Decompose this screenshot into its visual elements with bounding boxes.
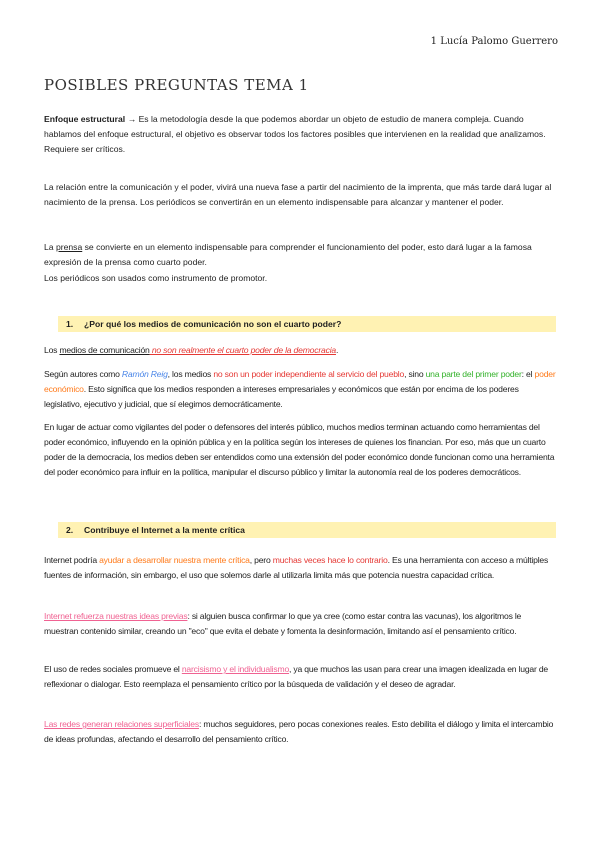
- answer-2-red: no son un poder independiente al servicio del pueblo: [213, 369, 405, 379]
- b1-orange: ayudar a desarrollar nuestra mente crítica: [99, 555, 250, 565]
- author-ramon-reig: Ramón Reig: [121, 369, 168, 379]
- b1-c: . Es una herramienta con acceso a múltiples fuentes de información, sin embargo, el uso que solemos darle al utilizarla limita más que potencia nuestra capacidad crítica.: [44, 555, 549, 580]
- term-medios-de-comunicacion: medios de comunicación: [59, 345, 150, 355]
- answer-2-paragraph-4: [44, 717, 556, 747]
- intro-paragraph-3-pre: La: [44, 242, 56, 252]
- answer-2-paragraph-2: [44, 609, 556, 639]
- question-2-heading: [66, 522, 245, 538]
- term-enfoque-estructural: Enfoque estructural: [44, 114, 126, 124]
- answer-2-c: , sino: [404, 369, 426, 379]
- answer-1-red-claim: no son realmente el cuarto poder de la democracia: [149, 345, 336, 355]
- question-2-number: 2.: [66, 525, 74, 535]
- answer-2-d: : el: [521, 369, 535, 379]
- answer-1-paragraph-2: [44, 367, 556, 412]
- answer-2-paragraph-3: [44, 662, 556, 692]
- intro-paragraph-3-text: se convierte en un elemento indispensable para comprender el funcionamiento del poder, esto dará lugar a la famosa expresión de la prensa como cuarto poder.: [44, 242, 532, 267]
- b3-b: , ya que muchos las usan para crear una imagen idealizada en lugar de reflexionar o dialogar. Esto reemplaza el pensamiento crítico por la búsqueda de validación y el deseo de agradar.: [44, 664, 549, 689]
- intro-paragraph-1: [44, 112, 556, 157]
- b1-a: Internet podría: [44, 555, 100, 565]
- term-prensa: prensa: [55, 242, 83, 252]
- question-1-heading: [66, 316, 341, 332]
- page-header-author: 1 Lucía Palomo Guerrero: [430, 36, 558, 47]
- answer-1-paragraph-1: [44, 343, 556, 358]
- b4-pink: Las redes generan relaciones superficiales: [44, 719, 199, 729]
- answer-2-e: . Esto significa que los medios responden a intereses empresariales y económicos que están por encima de los poderes legislativo, ejecutivo y judicial, que sí elegimos democráticamente.: [44, 384, 519, 409]
- b2-pink: Internet refuerza nuestras ideas previas: [44, 611, 188, 621]
- question-2-text: Contribuye el Internet a la mente crítica: [84, 525, 245, 535]
- answer-2-orange: poder económico: [44, 369, 556, 394]
- b3-a: El uso de redes sociales promueve el: [44, 664, 182, 674]
- intro-paragraph-3: [44, 240, 556, 270]
- intro-paragraph-1-text: Es la metodología desde la que podemos abordar un objeto de estudio de manera compleja. Cuando hablamos del enfoque estructural, el objetivo es observar todos los factores posibles que intervienen en la realidad que analizamos. Requiere ser críticos.: [44, 114, 546, 154]
- question-1-text: ¿Por qué los medios de comunicación no son el cuarto poder?: [84, 319, 342, 329]
- answer-1-paragraph-3: En lugar de actuar como vigilantes del poder o defensores del interés público, muchos medios terminan actuando como herramientas del poder económico, influyendo en la opinión pública y en la política según los intereses de quienes los financian. Por eso, más que un cuarto poder de la democracia, los medios deben ser entendidos como una extensión del poder económico donde funcionan como una herramienta del poder económico para influir en la política, manipular el discurso público y limitar la autonomía real de los poderes democráticos.: [44, 422, 555, 477]
- answer-1-end: .: [335, 345, 339, 355]
- arrow-text: →: [125, 114, 139, 124]
- b1-b: , pero: [249, 555, 273, 565]
- intro-paragraph-4: Los periódicos son usados como instrumento de promotor.: [44, 273, 268, 283]
- answer-2-paragraph-1: [44, 553, 556, 583]
- page-title: POSIBLES PREGUNTAS TEMA 1: [44, 76, 309, 94]
- answer-2-b: , los medios: [167, 369, 214, 379]
- answer-1-pre: Los: [44, 345, 60, 355]
- answer-2-a: Según autores como: [44, 369, 122, 379]
- b1-red: muchas veces hace lo contrario: [272, 555, 388, 565]
- answer-2-green: una parte del primer poder: [425, 369, 522, 379]
- b4-text: : muchos seguidores, pero pocas conexiones reales. Esto debilita el diálogo y limita el intercambio de ideas profundas, afectando el desarrollo del pensamiento crítico.: [44, 719, 554, 744]
- intro-paragraph-2: La relación entre la comunicación y el poder, vivirá una nueva fase a partir del nacimiento de la imprenta, que más tarde dará lugar al nacimiento de la prensa. Los periódicos se convertirán en un elemento indispensable para alcanzar y mantener el poder.: [44, 182, 552, 207]
- b3-pink: narcisismo y el individualismo: [181, 664, 290, 674]
- question-1-number: 1.: [66, 319, 74, 329]
- b2-text: : si alguien busca confirmar lo que ya cree (como estar contra las vacunas), los algoritmos le muestran contenido similar, creando un "eco" que evita el debate y fomenta la desinformación, limitando así el pensamiento crítico.: [44, 611, 522, 636]
